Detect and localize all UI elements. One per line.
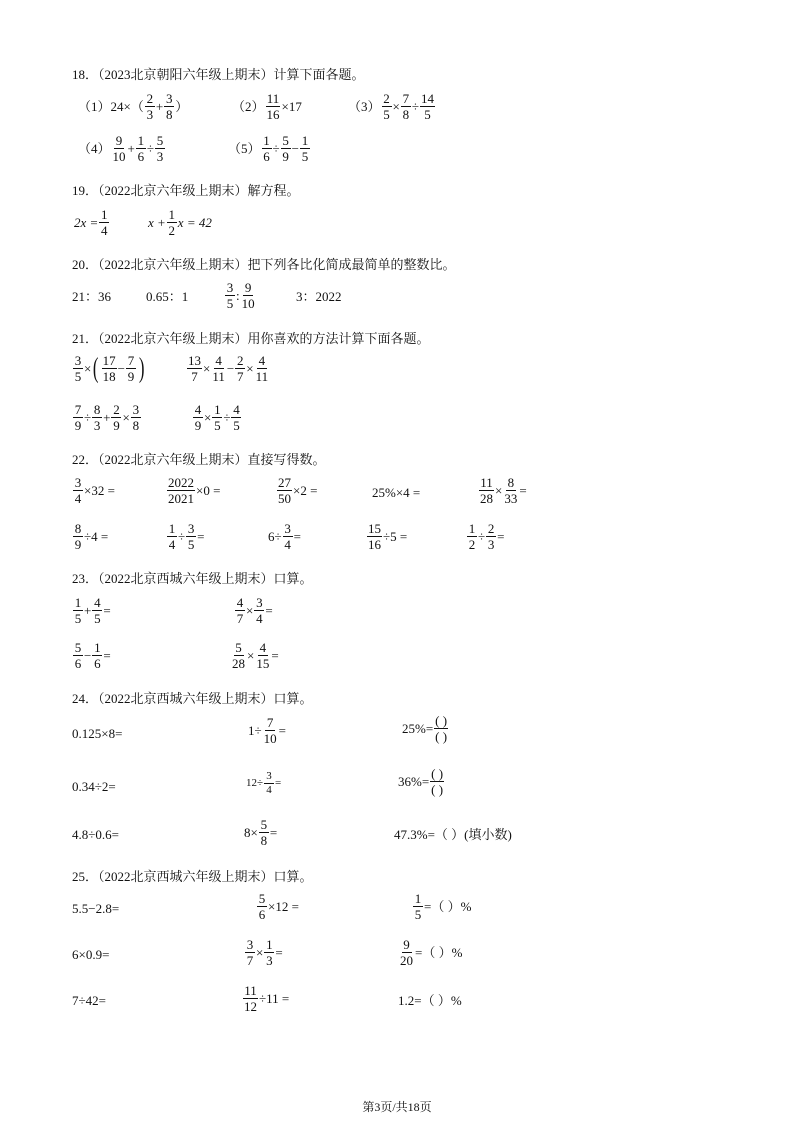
fraction: $\frac{7}{9}$: [127, 353, 135, 384]
fraction: $\frac{3}{4}$: [74, 475, 82, 506]
fraction: $\frac{11}{12}$: [244, 983, 257, 1014]
fraction: $\frac{4}{11}$: [255, 353, 269, 384]
q24-calc-3c: 47.3%=（ ）(填小数): [394, 827, 512, 842]
fraction: $\frac{9}{10}$: [241, 280, 255, 311]
fraction: $\frac{5}{3}$: [156, 133, 164, 164]
q24-calc-1b: 1÷ $\frac{7}{10}$ =: [248, 715, 286, 746]
fraction: $\frac{4}{7}$: [236, 595, 244, 626]
q22-calc-8: 6÷ $\frac{3}{4}$ =: [268, 521, 301, 552]
page-number-footer: 第3页/共18页: [362, 1100, 432, 1114]
q23-calc-1: $\frac{1}{5}$ + $\frac{4}{5}$ =: [74, 595, 111, 626]
fraction: $\frac{8}{3}$: [93, 402, 101, 433]
fraction: $\frac{1}{5}$: [214, 402, 221, 433]
answer-blank-fraction: $\frac{( )}{( )}$: [435, 713, 448, 744]
fraction: $\frac{1}{6}$: [263, 133, 270, 164]
q18-item-5: （5） $\frac{1}{6}$ ÷ $\frac{5}{9}$ − $\frac{1}{5}$: [228, 133, 309, 164]
q25-calc-3b: $\frac{11}{12}$ ÷11 =: [244, 983, 290, 1014]
q23-heading: 23．（2022北京西城六年级上期末）口算。: [72, 571, 313, 586]
q20-ratio-2: 0.65：1: [146, 289, 189, 304]
q22-calc-6: $\frac{8}{9}$ ÷4 =: [74, 521, 109, 552]
q24-calc-2a: 0.34÷2=: [72, 779, 116, 794]
fraction: $\frac{1}{6}$: [94, 640, 101, 671]
fraction: $\frac{3}{5}$: [74, 353, 82, 384]
q20-ratio-1: 21：36: [72, 289, 112, 304]
q18-1-label: （1）24×（: [78, 99, 144, 114]
q25-heading: 25．（2022北京西城六年级上期末）口算。: [72, 869, 313, 884]
fraction: $\frac{2}{3}$: [146, 91, 154, 122]
fraction: $\frac{17}{18}$: [102, 353, 116, 384]
q25-calc-3a: 7÷42=: [72, 993, 106, 1008]
fraction: $\frac{27}{50}$: [278, 475, 291, 506]
fraction: $\frac{1}{3}$: [266, 937, 273, 968]
fraction: $\frac{9}{20}$: [400, 937, 413, 968]
fraction: $\frac{3}{4}$: [284, 521, 291, 552]
q25-calc-1c: $\frac{1}{5}$ =（ ）%: [414, 891, 472, 922]
fraction: $\frac{1}{5}$: [414, 891, 422, 922]
fraction: $\frac{3}{4}$: [256, 595, 263, 626]
q18-item-3: （3） $\frac{2}{5}$ × $\frac{7}{8}$ ÷ $\frac{14}{5}$: [348, 91, 434, 122]
fraction: $\frac{4}{11}$: [212, 353, 225, 384]
fraction: $\frac{11}{16}$: [266, 91, 280, 122]
fraction: $\frac{2}{9}$: [113, 402, 120, 433]
fraction: $\frac{13}{7}$: [188, 353, 201, 384]
q22-calc-1: $\frac{3}{4}$ ×32 =: [74, 475, 115, 506]
fraction: $\frac{4}{5}$: [94, 595, 101, 626]
q24-calc-1a: 0.125×8=: [72, 726, 123, 741]
fraction: $\frac{8}{33}$: [504, 475, 518, 506]
fraction: $\frac{11}{28}$: [480, 475, 493, 506]
fraction: $\frac{7}{9}$: [74, 402, 82, 433]
q24-heading: 24．（2022北京西城六年级上期末）口算。: [72, 691, 313, 706]
q22-calc-4: 25%×4 =: [372, 485, 421, 500]
fraction: $\frac{2}{7}$: [236, 353, 244, 384]
fraction: $\frac{3}{5}$: [226, 280, 234, 311]
fraction: $\frac{1}{2}$: [168, 207, 176, 238]
fraction: $\frac{2022}{2021}$: [168, 475, 194, 506]
fraction: $\frac{5}{28}$: [232, 640, 245, 671]
q18-heading: 18．（2023北京朝阳六年级上期末）计算下面各题。: [72, 67, 365, 82]
fraction: $\frac{1}{6}$: [137, 133, 145, 164]
q21-heading: 21．（2022北京六年级上期末）用你喜欢的方法计算下面各题。: [72, 331, 430, 346]
fraction: $\frac{9}{10}$: [112, 133, 126, 164]
q25-calc-2b: $\frac{3}{7}$ × $\frac{1}{3}$ =: [246, 937, 283, 968]
q22-calc-2: $\frac{2022}{2021}$ ×0 =: [168, 475, 221, 506]
fraction: $\frac{7}{8}$: [402, 91, 410, 122]
q18-item-2: （2） $\frac{11}{16}$ ×17: [232, 91, 302, 122]
fraction: $\frac{4}{9}$: [194, 402, 202, 433]
fraction: $\frac{7}{10}$: [263, 715, 277, 746]
q22-calc-7: $\frac{1}{4}$ ÷ $\frac{3}{5}$ =: [168, 521, 205, 552]
q25-calc-2c: $\frac{9}{20}$ =（ ）%: [400, 937, 463, 968]
fraction: $\frac{4}{5}$: [233, 402, 240, 433]
q25-calc-3c: 1.2=（ ）%: [398, 993, 462, 1008]
q24-calc-2b: 12÷ $\frac{3}{4}$ =: [246, 770, 282, 796]
q20-heading: 20．（2022北京六年级上期末）把下列各比化简成最简单的整数比。: [72, 257, 456, 272]
q24-calc-2c: 36%= $\frac{( )}{( )}$: [398, 766, 444, 797]
q24-calc-3a: 4.8÷0.6=: [72, 827, 119, 842]
fraction: $\frac{1}{5}$: [74, 595, 82, 626]
q22-calc-10: $\frac{1}{2}$ ÷ $\frac{2}{3}$ =: [468, 521, 505, 552]
fraction: $\frac{1}{5}$: [301, 133, 309, 164]
fraction: $\frac{5}{6}$: [258, 891, 266, 922]
q19-equation-2: x + $\frac{1}{2}$ x = 42: [148, 207, 212, 238]
q24-calc-1c: 25%= $\frac{( )}{( )}$: [402, 713, 448, 744]
fraction: $\frac{1}{4}$: [168, 521, 176, 552]
fraction: $\frac{1}{4}$: [101, 207, 108, 238]
fraction: $\frac{2}{3}$: [487, 521, 495, 552]
q21-expression-4: $\frac{4}{9}$ × $\frac{1}{5}$ ÷ $\frac{4}{5}$: [194, 402, 240, 433]
fraction: $\frac{3}{8}$: [165, 91, 173, 122]
fraction: $\frac{8}{9}$: [74, 521, 82, 552]
answer-blank-fraction: $\frac{( )}{( )}$: [431, 766, 444, 797]
q21-expression-1: $\frac{3}{5}$ × ( $\frac{17}{18}$ − $\frac{7}{9}$ ): [74, 352, 145, 384]
q21-expression-2: $\frac{13}{7}$ × $\frac{4}{11}$ − $\frac{2}{7}$ × $\frac{4}{11}$: [188, 353, 269, 384]
q20-ratio-3: $\frac{3}{5}$ : $\frac{9}{10}$: [226, 280, 255, 311]
fraction: $\frac{14}{5}$: [421, 91, 434, 122]
fraction: $\frac{1}{2}$: [468, 521, 476, 552]
fraction: $\frac{5}{9}$: [282, 133, 289, 164]
fraction: $\frac{3}{4}$: [264, 771, 274, 796]
fraction: $\frac{3}{7}$: [246, 937, 254, 968]
q22-calc-3: $\frac{27}{50}$ ×2 =: [278, 475, 318, 506]
fraction: $\frac{5}{8}$: [260, 817, 268, 848]
q23-calc-4: $\frac{5}{28}$ × $\frac{4}{15}$ =: [232, 640, 279, 671]
q23-calc-3: $\frac{5}{6}$ − $\frac{1}{6}$ =: [74, 640, 111, 671]
q19-equation-1: 2x = $\frac{1}{4}$: [74, 207, 108, 238]
q22-heading: 22．（2022北京六年级上期末）直接写得数。: [72, 452, 326, 467]
q23-calc-2: $\frac{4}{7}$ × $\frac{3}{4}$ =: [236, 595, 273, 626]
q18-item-1: （1）24×（ $\frac{2}{3}$ + $\frac{3}{8}$ ）: [78, 91, 189, 122]
q25-calc-1a: 5.5−2.8=: [72, 901, 120, 916]
q25-calc-1b: $\frac{5}{6}$ ×12 =: [258, 891, 299, 922]
fraction: $\frac{5}{6}$: [74, 640, 82, 671]
q20-ratio-4: 3：2022: [296, 289, 342, 304]
q18-item-4: （4） $\frac{9}{10}$ + $\frac{1}{6}$ ÷ $\frac{5}{3}$: [78, 133, 164, 164]
fraction: $\frac{15}{16}$: [368, 521, 381, 552]
q25-calc-2a: 6×0.9=: [72, 947, 110, 962]
q22-calc-9: $\frac{15}{16}$ ÷5 =: [368, 521, 408, 552]
q21-expression-3: $\frac{7}{9}$ ÷ $\frac{8}{3}$ + $\frac{2}{9}$ × $\frac{3}{8}$: [74, 402, 140, 433]
q19-heading: 19．（2022北京六年级上期末）解方程。: [72, 183, 300, 198]
fraction: $\frac{4}{15}$: [256, 640, 270, 671]
fraction: $\frac{2}{5}$: [383, 91, 390, 122]
fraction: $\frac{3}{5}$: [187, 521, 195, 552]
q24-calc-3b: 8× $\frac{5}{8}$ =: [244, 817, 278, 848]
q22-calc-5: $\frac{11}{28}$ × $\frac{8}{33}$ =: [480, 475, 527, 506]
fraction: $\frac{3}{8}$: [132, 402, 140, 433]
